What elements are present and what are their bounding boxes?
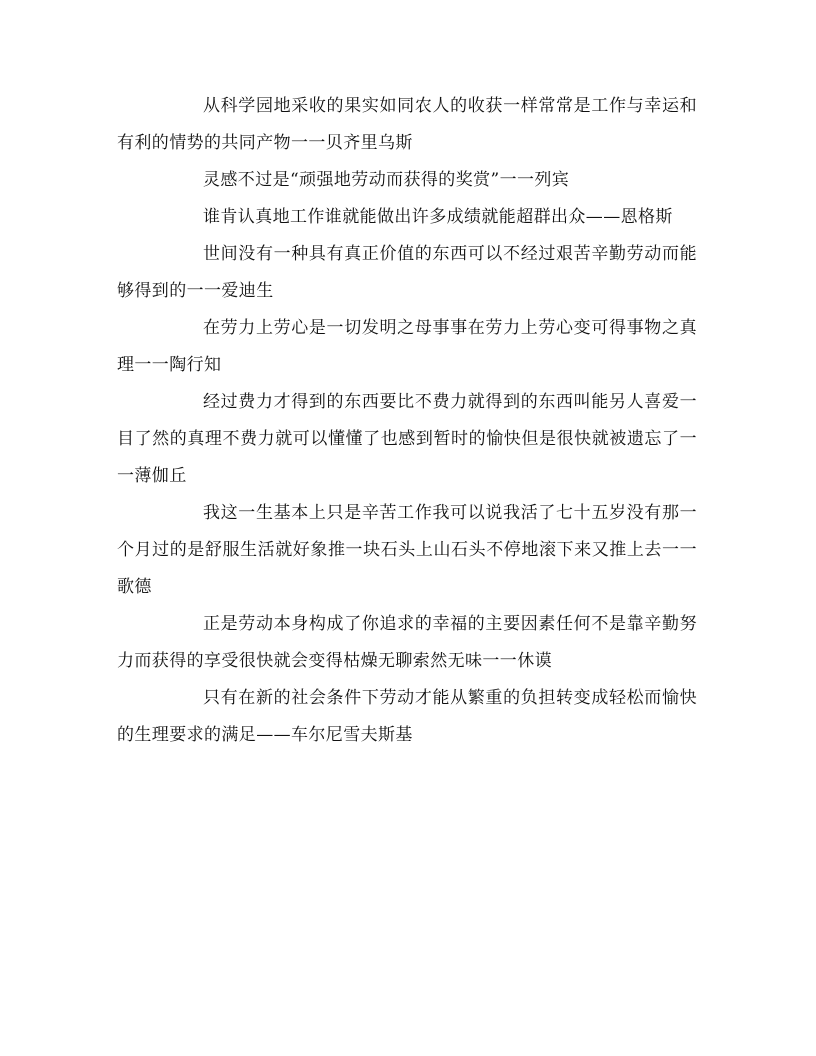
quote-paragraph: 从科学园地采收的果实如同农人的收获一样常常是工作与幸运和有利的情势的共同产物一一贝齐里乌斯 xyxy=(117,96,697,153)
quote-paragraph: 谁肯认真地工作谁就能做出许多成绩就能超群出众——恩格斯 xyxy=(203,207,673,227)
quote-paragraph: 只有在新的社会条件下劳动才能从繁重的负担转变成轻松而愉快的生理要求的满足——车尔尼雪夫斯基 xyxy=(117,688,697,745)
quote-paragraph: 世间没有一种具有真正价值的东西可以不经过艰苦辛勤劳动而能够得到的一一爱迪生 xyxy=(117,244,697,301)
quote-paragraph: 我这一生基本上只是辛苦工作我可以说我活了七十五岁没有那一个月过的是舒服生活就好象推一块石头上山石头不停地滚下来又推上去一一歌德 xyxy=(117,503,697,597)
quote-paragraph: 在劳力上劳心是一切发明之母事事在劳力上劳心变可得事物之真理一一陶行知 xyxy=(117,318,697,375)
document-body xyxy=(117,88,697,754)
quote-paragraph: 灵感不过是“顽强地劳动而获得的奖赏”一一列宾 xyxy=(203,170,570,190)
quote-paragraph: 正是劳动本身构成了你追求的幸福的主要因素任何不是靠辛勤努力而获得的享受很快就会变得枯燥无聊索然无味一一休谟 xyxy=(117,614,697,671)
quote-paragraph: 经过费力才得到的东西要比不费力就得到的东西叫能另人喜爱一目了然的真理不费力就可以懂懂了也感到暂时的愉快但是很快就被遗忘了一一薄伽丘 xyxy=(117,392,697,486)
